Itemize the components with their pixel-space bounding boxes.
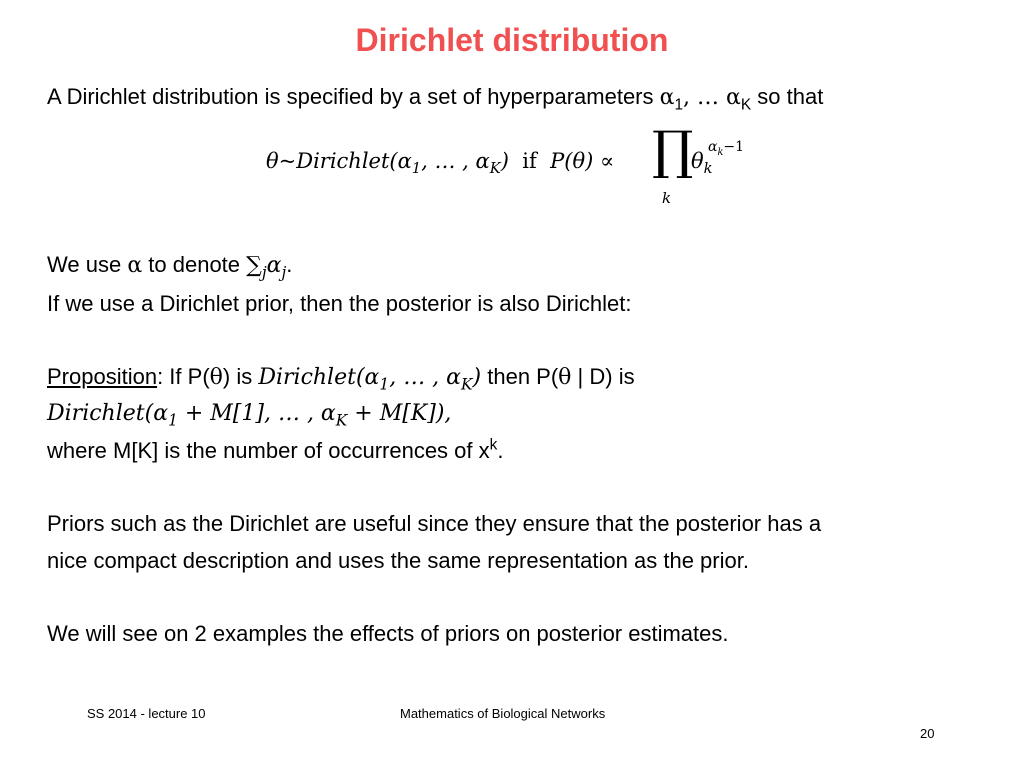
intro-tail: so that	[751, 84, 824, 109]
posterior-line	[47, 400, 452, 430]
prop-sub1: 1	[379, 375, 390, 394]
formula-dots: , … , α	[421, 149, 490, 173]
sum-subscript: j	[261, 263, 267, 282]
alpha-definition-line	[47, 252, 293, 282]
product-index: k	[662, 189, 672, 207]
post-plusK: + M[K]),	[347, 401, 452, 426]
where-superscript: k	[489, 436, 498, 454]
product-symbol: ∏	[652, 121, 694, 181]
slide-title: Dirichlet distribution	[355, 22, 669, 58]
we-use-mid: to denote	[142, 252, 247, 277]
formula-exponent	[708, 139, 745, 158]
formula-theta-dirichlet: θ~Dirichlet(α	[266, 149, 412, 173]
footer-subject: Mathematics of Biological Networks	[400, 706, 606, 721]
prop-mid: , … , α	[389, 365, 462, 390]
prop-is: ) is	[222, 364, 259, 389]
post-dirichlet: Dirichlet(α	[47, 401, 169, 426]
alpha-subscript: 1	[674, 96, 684, 114]
formula-subscript: K	[489, 160, 501, 178]
formula-lhs	[266, 149, 615, 178]
ellipsis: , …	[683, 85, 727, 110]
alpha-symbol: α	[726, 85, 741, 110]
post-plus1: + M[1], … , α	[177, 401, 336, 426]
intro-text: A Dirichlet distribution is specified by a set of hyperparameters	[47, 84, 660, 109]
footer-page-number: 20	[920, 726, 935, 741]
where-text: where M[K] is the number of occurrences of x	[47, 438, 490, 463]
theta-symbol: θ	[558, 365, 572, 390]
prop-given: | D) is	[571, 364, 635, 389]
formula-theta-sub: k	[703, 160, 713, 178]
priors-line-2: nice compact description and uses the same representation as the prior.	[47, 548, 749, 573]
prior-line: If we use a Dirichlet prior, then the posterior is also Dirichlet:	[47, 291, 632, 316]
formula-theta: θ	[691, 149, 704, 173]
period: .	[286, 252, 293, 277]
prop-close: )	[472, 365, 482, 390]
formula-close-paren: )	[500, 149, 509, 173]
theta-symbol: θ	[209, 365, 223, 390]
exponent-alpha: α	[708, 139, 718, 155]
formula-subscript: 1	[411, 160, 422, 178]
sum-symbol: ∑	[246, 253, 262, 278]
alpha-j-subscript: j	[281, 263, 287, 282]
we-use-text: We use	[47, 252, 128, 277]
priors-line-1: Priors such as the Dirichlet are useful since they ensure that the posterior has a	[47, 511, 822, 536]
exponent-tail: −1	[723, 139, 745, 155]
exponent-sub: k	[717, 146, 724, 158]
where-end: .	[497, 438, 504, 463]
footer-course: SS 2014 - lecture 10	[87, 706, 206, 721]
formula-p-theta: P(θ) ∝	[550, 149, 615, 173]
proposition-label: Proposition	[47, 364, 158, 389]
where-line	[47, 438, 503, 464]
prop-colon: : If P(	[157, 364, 210, 389]
post-sub1: 1	[168, 411, 178, 430]
alpha-symbol: α	[127, 253, 143, 278]
prop-dirichlet: Dirichlet(α	[258, 365, 380, 390]
prop-subK: K	[461, 375, 473, 394]
examples-line: We will see on 2 examples the effects of priors on posterior estimates.	[47, 621, 729, 646]
alpha-symbol: α	[659, 85, 675, 110]
prop-then: then P(	[481, 364, 559, 389]
alpha-j: α	[266, 253, 282, 278]
alpha-subscript: K	[740, 96, 752, 114]
post-subK: K	[335, 411, 348, 430]
proposition-line	[47, 364, 635, 394]
formula-if: if	[522, 149, 537, 173]
intro-line	[47, 84, 824, 114]
